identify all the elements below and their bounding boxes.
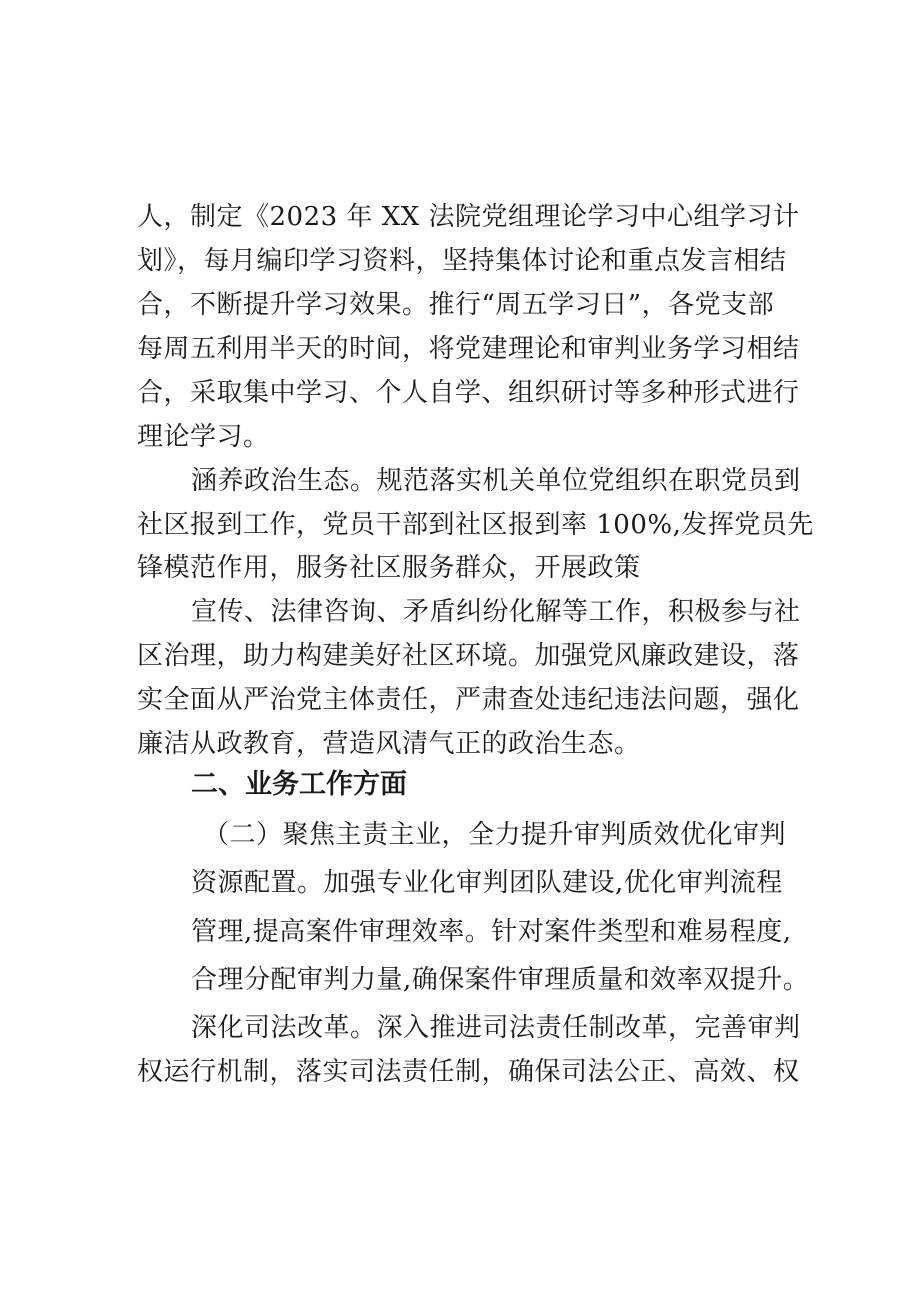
paragraph-1-line-4: 每周五利用半天的时间，将党建理论和审判业务学习相结 (137, 334, 800, 364)
paragraph-2-line-1: 涵养政治生态。规范落实机关单位党组织在职党员到 (191, 466, 801, 496)
paragraph-1-line-6: 理论学习。 (137, 422, 270, 452)
paragraph-3-line-2: 区治理，助力构建美好社区环境。加强党风廉政建设，落 (137, 641, 800, 671)
paragraph-4-line-4: 合理分配审判力量,确保案件审理质量和效率双提升。 (191, 965, 810, 995)
paragraph-3-line-3: 实全面从严治党主体责任，严肃查处违纪违法问题，强化 (137, 685, 800, 715)
section-heading: 二、业务工作方面 (191, 769, 407, 800)
paragraph-5-line-2: 权运行机制，落实司法责任制，确保司法公正、高效、权 (137, 1057, 800, 1087)
paragraph-3-line-4: 廉洁从政教育，营造风清气正的政治生态。 (137, 729, 641, 759)
paragraph-1-line-3: 合，不断提升学习效果。推行“周五学习日”，各党支部 (137, 290, 775, 320)
paragraph-4-line-2: 资源配置。加强专业化审判团队建设,优化审判流程 (191, 868, 783, 898)
paragraph-1-line-2: 划》，每月编印学习资料，坚持集体讨论和重点发言相结 (137, 246, 787, 276)
paragraph-3-line-1: 宣传、法律咨询、矛盾纠纷化解等工作，积极参与社 (191, 597, 801, 627)
paragraph-4-line-1: （二）聚焦主责主业，全力提升审判质效优化审判 (203, 820, 787, 850)
paragraph-5-line-1: 深化司法改革。深入推进司法责任制改革，完善审判 (191, 1013, 801, 1043)
paragraph-4-line-3: 管理,提高案件审理效率。针对案件类型和难易程度, (191, 917, 792, 947)
paragraph-1-line-5: 合，采取集中学习、个人自学、组织研讨等多种形式进行 (137, 378, 800, 408)
paragraph-1-line-1: 人，制定《2023 年 XX 法院党组理论学习中心组学习计 (137, 202, 800, 232)
paragraph-2-line-3: 锋模范作用，服务社区服务群众，开展政策 (137, 553, 641, 583)
paragraph-2-line-2: 社区报到工作，党员干部到社区报到率 100%,发挥党员先 (137, 510, 814, 540)
